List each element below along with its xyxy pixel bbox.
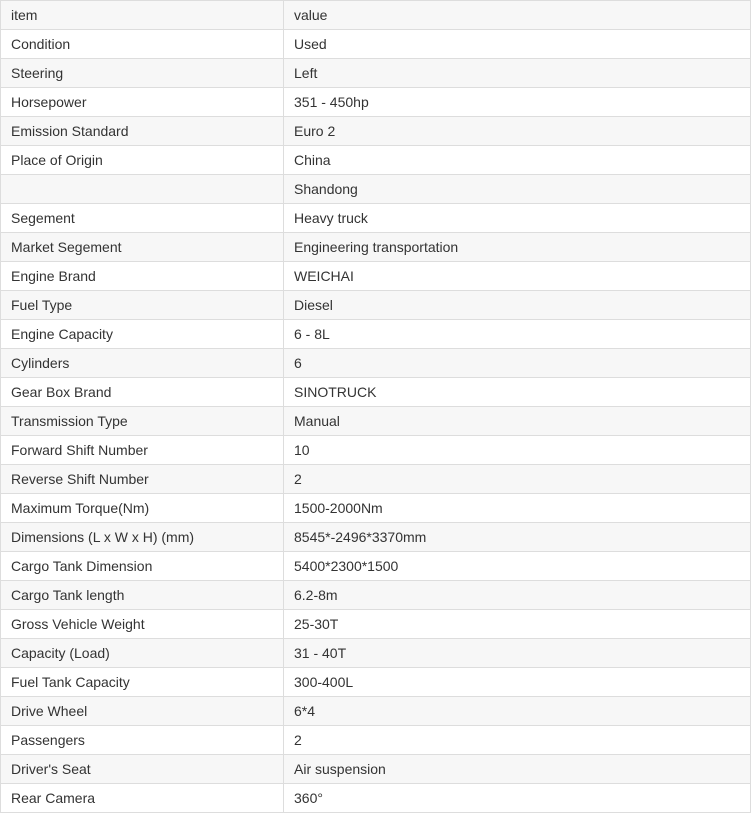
row-item: Maximum Torque(Nm) — [1, 494, 284, 523]
table-row — [1, 117, 751, 146]
row-value: 1500-2000Nm — [284, 494, 751, 523]
row-item: Gear Box Brand — [1, 378, 284, 407]
row-value: 25-30T — [284, 610, 751, 639]
table-row — [1, 436, 751, 465]
row-item: Cargo Tank length — [1, 581, 284, 610]
table-row — [1, 349, 751, 378]
row-value: 351 - 450hp — [284, 88, 751, 117]
row-item: Drive Wheel — [1, 697, 284, 726]
row-value: Diesel — [284, 291, 751, 320]
row-value: 2 — [284, 726, 751, 755]
row-item: Cargo Tank Dimension — [1, 552, 284, 581]
table-row — [1, 175, 751, 204]
header-item: item — [1, 1, 284, 30]
table-row — [1, 291, 751, 320]
row-value: Used — [284, 30, 751, 59]
row-item: Fuel Tank Capacity — [1, 668, 284, 697]
row-value: Heavy truck — [284, 204, 751, 233]
row-value: 10 — [284, 436, 751, 465]
row-item: Cylinders — [1, 349, 284, 378]
table-row — [1, 59, 751, 88]
row-item: Segement — [1, 204, 284, 233]
row-value: 6 — [284, 349, 751, 378]
row-item: Place of Origin — [1, 146, 284, 175]
row-value: Euro 2 — [284, 117, 751, 146]
row-item: Driver's Seat — [1, 755, 284, 784]
table-row — [1, 378, 751, 407]
row-value: 300-400L — [284, 668, 751, 697]
table-row — [1, 784, 751, 813]
row-item: Capacity (Load) — [1, 639, 284, 668]
table-row — [1, 552, 751, 581]
table-row — [1, 88, 751, 117]
row-value: Shandong — [284, 175, 751, 204]
row-item — [1, 175, 284, 204]
row-value: 6 - 8L — [284, 320, 751, 349]
row-item: Emission Standard — [1, 117, 284, 146]
row-item: Horsepower — [1, 88, 284, 117]
row-value: 360° — [284, 784, 751, 813]
row-item: Reverse Shift Number — [1, 465, 284, 494]
table-row — [1, 668, 751, 697]
row-value: 8545*-2496*3370mm — [284, 523, 751, 552]
row-item: Engine Capacity — [1, 320, 284, 349]
row-item: Forward Shift Number — [1, 436, 284, 465]
row-item: Transmission Type — [1, 407, 284, 436]
row-item: Steering — [1, 59, 284, 88]
row-item: Market Segement — [1, 233, 284, 262]
row-value: 5400*2300*1500 — [284, 552, 751, 581]
row-value: Air suspension — [284, 755, 751, 784]
row-value: Left — [284, 59, 751, 88]
table-row — [1, 581, 751, 610]
table-row — [1, 30, 751, 59]
table-row — [1, 465, 751, 494]
table-row — [1, 320, 751, 349]
table-row — [1, 697, 751, 726]
table-row — [1, 204, 751, 233]
row-item: Rear Camera — [1, 784, 284, 813]
row-value: Manual — [284, 407, 751, 436]
table-header-row — [1, 1, 751, 30]
table-row — [1, 610, 751, 639]
spec-table-body — [1, 1, 751, 813]
row-value: China — [284, 146, 751, 175]
row-value: SINOTRUCK — [284, 378, 751, 407]
row-value: 2 — [284, 465, 751, 494]
row-value: WEICHAI — [284, 262, 751, 291]
table-row — [1, 407, 751, 436]
table-row — [1, 523, 751, 552]
row-item: Condition — [1, 30, 284, 59]
table-row — [1, 262, 751, 291]
table-row — [1, 494, 751, 523]
row-value: Engineering transportation — [284, 233, 751, 262]
row-item: Gross Vehicle Weight — [1, 610, 284, 639]
row-value: 31 - 40T — [284, 639, 751, 668]
header-value: value — [284, 1, 751, 30]
row-value: 6*4 — [284, 697, 751, 726]
table-row — [1, 639, 751, 668]
row-item: Passengers — [1, 726, 284, 755]
row-item: Fuel Type — [1, 291, 284, 320]
table-row — [1, 726, 751, 755]
table-row — [1, 755, 751, 784]
table-row — [1, 233, 751, 262]
row-item: Dimensions (L x W x H) (mm) — [1, 523, 284, 552]
row-item: Engine Brand — [1, 262, 284, 291]
row-value: 6.2-8m — [284, 581, 751, 610]
table-row — [1, 146, 751, 175]
